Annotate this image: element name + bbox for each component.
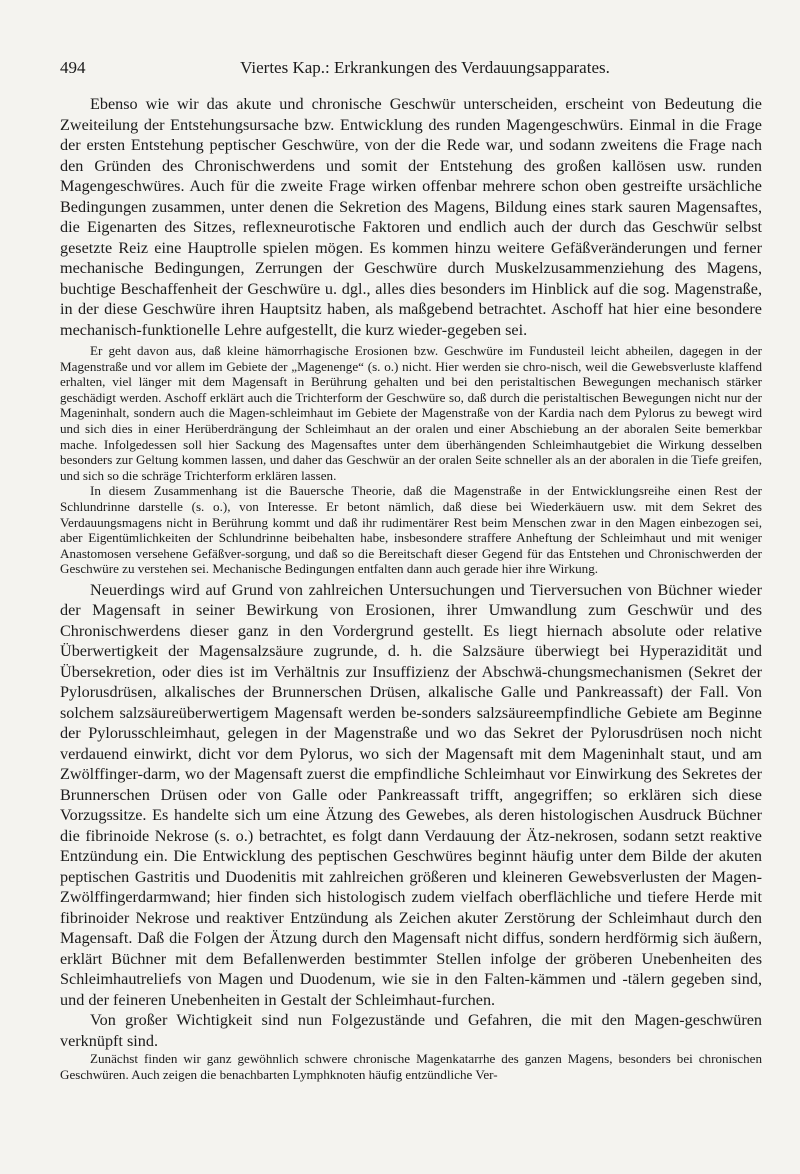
running-title: Viertes Kap.: Erkrankungen des Verdauungsapparates. bbox=[240, 58, 610, 77]
page-number: 494 bbox=[60, 58, 86, 77]
paragraph-5: Von großer Wichtigkeit sind nun Folgezustände und Gefahren, die mit den Magen-geschwüren verknüpft sind. bbox=[60, 1011, 762, 1050]
paragraph-1: Ebenso wie wir das akute und chronische Geschwür unterscheiden, erscheint von Bedeutung die Zweiteilung der Entstehungsursache bzw. Entwicklung des runden Magengeschwürs. Einmal in die Frage der ersten Entstehung peptischer Geschwüre, von der die Rede war, und sodann zweitens die Frage nach den Gründen des Chronischwerdens und somit der Entstehung des großen kallösen usw. runden Magengeschwüres. Auch für die zweite Frage wirken offenbar mehrere schon oben gestreifte ursächliche Bedingungen zusammen, unter denen die Sekretion des Magens, Bildung eines stark sauren Magensaftes, die Eigenarten des Sitzes, reflexneurotische Faktoren und endlich auch der durch das Geschwür selbst gesetzte Reiz eine Hauptrolle spielen mögen. Es kommen hinzu weitere Gefäßveränderungen und ferner mechanische Bedingungen, Zerrungen der Geschwüre durch Muskelzusammenziehung des Magens, buchtige Beschaffenheit der Geschwüre u. dgl., alles dies besonders im Hinblick auf die sog. Magenstraße, in der diese Geschwüre ihren Hauptsitz haben, als maßgebend betrachtet. Aschoff hat hier eine besondere mechanisch-funktionelle Lehre aufgestellt, die kurz wieder-gegeben sei. bbox=[60, 95, 762, 339]
page-body bbox=[60, 94, 762, 1083]
paragraph-4: Neuerdings wird auf Grund von zahlreichen Untersuchungen und Tierversuchen von Büchner wieder der Magensaft in seiner Bewirkung von Erosionen, ihrer Umwandlung zum Geschwür und des Chronischwerdens dieser ganz in den Vordergrund gestellt. Es liegt hiernach absolute oder relative Überwertigkeit der Magensalzsäure zugrunde, d. h. die Salzsäure überwiegt bei Hyperazidität und Übersekretion, oder dies ist im Verhältnis zur Insuffizienz der Abschwä-chungsmechanismen (Sekret der Pylorusdrüsen, alkalisches der Brunnerschen Drüsen, alkalische Galle und Pankreassaft) der Fall. Von solchem salzsäureüberwertigem Magensaft werden be-sonders salzsäureempfindliche Gebiete am Beginne der Pylorusschleimhaut, gelegen in der Magenstraße und wo das Sekret der Pylorusdrüsen noch nicht verdauend einwirkt, dicht vor dem Pylorus, wo sich der Magensaft mit dem Mageninhalt staut, und am Zwölffinger-darm, wo der Magensaft zuerst die empfindliche Schleimhaut vor Einwirkung des Sekretes der Brunnerschen Drüsen oder von Galle oder Pankreassaft trifft, angegriffen; so erklären sich diese Vorzugssitze. Es handelte sich um eine Ätzung des Gewebes, als deren histologischen Ausdruck Büchner die fibrinoide Nekrose (s. o.) betrachtet, es folgt dann Verdauung der Ätz-nekrosen, sodann setzt reaktive Entzündung ein. Die Entwicklung des peptischen Geschwüres beginnt häufig unter dem Bilde der akuten peptischen Gastritis und Duodenitis mit zahlreichen größeren und kleineren Gewebsverlusten der Magen-Zwölffingerdarmwand; hier finden sich histologisch zudem vielfach oberflächliche und tiefere Herde mit fibrinoider Nekrose und reaktiver Entzündung als Zeichen akuter Zerstörung der Schleimhaut durch den Magensaft. Daß die Folgen der Ätzung durch den Magensaft nicht diffus, sondern herdförmig sich äußern, erklärt Büchner mit dem Befallenwerden bestimmter Stellen infolge der gröberen Unebenheiten des Schleimhautreliefs von Magen und Duodenum, wie sie in den Falten-kämmen und -tälern gegeben sind, und der feineren Unebenheiten in Gestalt der Schleimhaut-furchen. bbox=[60, 580, 762, 1009]
paragraph-3-small: In diesem Zusammenhang ist die Bauersche Theorie, daß die Magenstraße in der Entwicklungsreihe einen Rest der Schlundrinne darstelle (s. o.), von Interesse. Er betont nämlich, daß diese bei Wiederkäuern usw. mit dem Sekret des Verdauungsmagens nicht in Berührung kommt und daß ihr rudimentärer Rest beim Menschen zwar in den Magen einbezogen sei, aber Eigentümlichkeiten der Schlundrinne beibehalten habe, insbesondere straffere Anheftung der Schleimhaut und mit weniger Anastomosen versehene Gefäßver-sorgung, und daß so die Bereitschaft dieser Gegend für das Entstehen und Chronischwerden der Geschwüre zu verstehen sei. Mechanische Bedingungen entfalten dann auch gerade hier ihre Wirkung. bbox=[60, 483, 762, 577]
paragraph-2-small: Er geht davon aus, daß kleine hämorrhagische Erosionen bzw. Geschwüre im Fundusteil leicht abheilen, dagegen in der Magenstraße und vor allem im Gebiete der „Magenenge“ (s. o.) nicht. Hier werden sie chro-nisch, weil die Gewebsverluste klaffend erhalten, viel länger mit dem Magensaft in Berührung gehalten und bei den peristaltischen Bewegungen mechanisch stärker geschädigt werden. Aschoff erklärt auch die Trichterform der Geschwüre so, daß durch die peristaltischen Bewegungen nicht nur der Mageninhalt, sondern auch die Magen-schleimhaut im Gebiete der Magenstraße von der Kardia nach dem Pylorus zu bewegt wird und sich dies in einer Herüberdrängung der Schleimhaut an der oralen und einer Abschiebung an der aboralen Seite bemerkbar mache. Infolgedessen soll hier Sackung des Magensaftes unter dem überhängenden Schleimhautgebiet die Wirkung desselben besonders zur Geltung kommen lassen, und daher das Geschwür an der oralen Seite schneller als an der aboralen in die Tiefe greifen, und sich so die schräge Trichterform erklären lassen. bbox=[60, 343, 762, 483]
page-header bbox=[60, 58, 760, 82]
paragraph-6-small: Zunächst finden wir ganz gewöhnlich schwere chronische Magenkatarrhe des ganzen Magens, besonders bei chronischen Geschwüren. Auch zeigen die benachbarten Lymphknoten häufig entzündliche Ver- bbox=[60, 1051, 762, 1082]
